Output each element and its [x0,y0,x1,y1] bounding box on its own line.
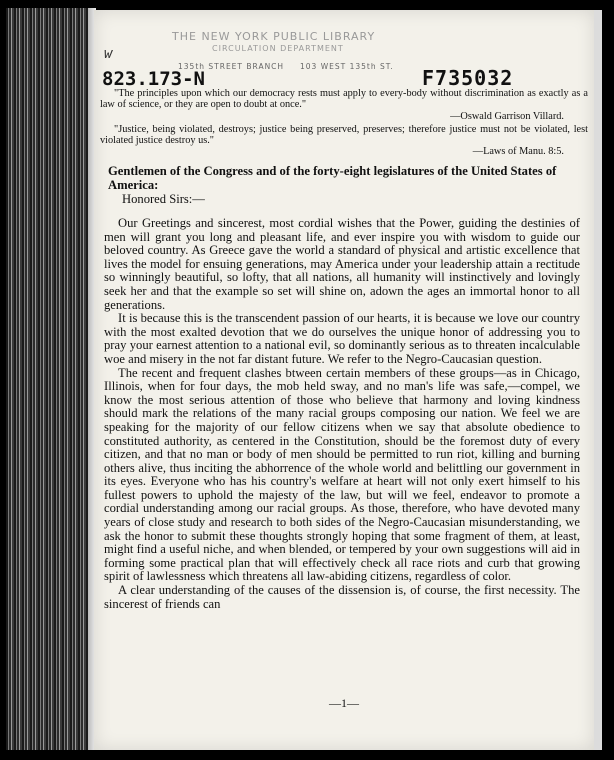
letter-body [104,217,580,611]
paragraph: Our Greetings and sincerest, most cordial wishes that the Power, guiding the destinies of men will grant you long and pleasant life, and ever inspire you with wisdom to guide our beloved country. As Greece gave the world a standard of physical and artistic excellence that lives the model for ensuing generations, may America under your leadership attain a rectitude so winningly beautiful, so lofty, that all nations, all humanity will instinctively and lovingly seek her and that the example so set will shine on, adown the ages an immortal honor to all generations. [104,216,580,312]
paragraph: It is because this is the transcendent passion of our hearts, it is because we love our country with the most exalted devotion that we do ourselves the unique honor of addressing you to pray your earnest attention to a national evil, so dominantly serious as to threaten incalculable woe and misery in the not far distant future. We refer to the Negro-Caucasian question. [104,311,580,366]
letter-address: Gentlemen of the Congress and of the forty-eight legislatures of the United States of America: [108,164,557,192]
epigraph-attribution-1: —Oswald Garrison Villard. [450,111,564,122]
call-number-right: F735032 [422,66,514,90]
branch-stamp-right: 103 WEST 135th ST. [300,62,394,71]
branch-stamp-left: 135th STREET BRANCH [178,62,285,71]
paragraph: A clear understanding of the causes of the dissension is, of course, the first necessity. The sincerest of friends can [104,583,580,611]
book-spine-gutter [6,8,94,750]
epigraph-quote-1: "The principles upon which our democracy rests must apply to every-body without discrimination as exactly as a law of science, or they are open to doubt at once." [100,88,588,111]
page-edge-right [594,10,602,750]
paragraph: The recent and frequent clashes btween certain members of these groups—as in Chicago, Illinois, when for four days, the mob held sway, and no man's life was safe,—compel, we know the most serious attention of those who believe that harmony and loving kindness should mark the relations of the many racial groups composing our nation. We feel we are speaking for the majority of our fellow citizens when we say that absolute obedience to constituted authority, as centered in the Constitution, should be the foremost duty of every citizen, and that no man or body of men should be permitted to run riot, killing and burning others alive, thus inciting the abhorrence of the whole world and belittling our government in its eyes. Everyone who has his country's welfare at heart will not only exert himself to his fullest powers to uphold the majesty of the law, but will we feel, endeavor to promote a cordial understanding among our racial groups. As those, therefore, who have devoted many years of close study and research to both sides of the Negro-Caucasian misunderstanding, we ask the honor to submit these thoughts strongly hoping that some fragment of them, at least, might find a useful niche, and when blended, or tempered by your own suggestions will aid in forming some practical plan that will effectively check all race riots and curb that growing spirit of lawlessness which threatens all law-abiding citizens, regardless of color. [104,365,580,584]
department-stamp: CIRCULATION DEPARTMENT [212,44,344,53]
page-number: —1— [329,696,359,710]
document-page [94,10,594,750]
epigraph-quote-2: "Justice, being violated, destroys; justice being preserved, preserves; therefore justice must not be violated, lest violated justice destroy us." [100,124,588,147]
call-number-left: 823.173-N [102,68,205,90]
salutation: Honored Sirs:— [122,192,205,206]
handwritten-initials: w [104,46,113,62]
epigraph-attribution-2: —Laws of Manu. 8:5. [472,146,564,157]
library-stamp: THE NEW YORK PUBLIC LIBRARY [172,30,376,43]
